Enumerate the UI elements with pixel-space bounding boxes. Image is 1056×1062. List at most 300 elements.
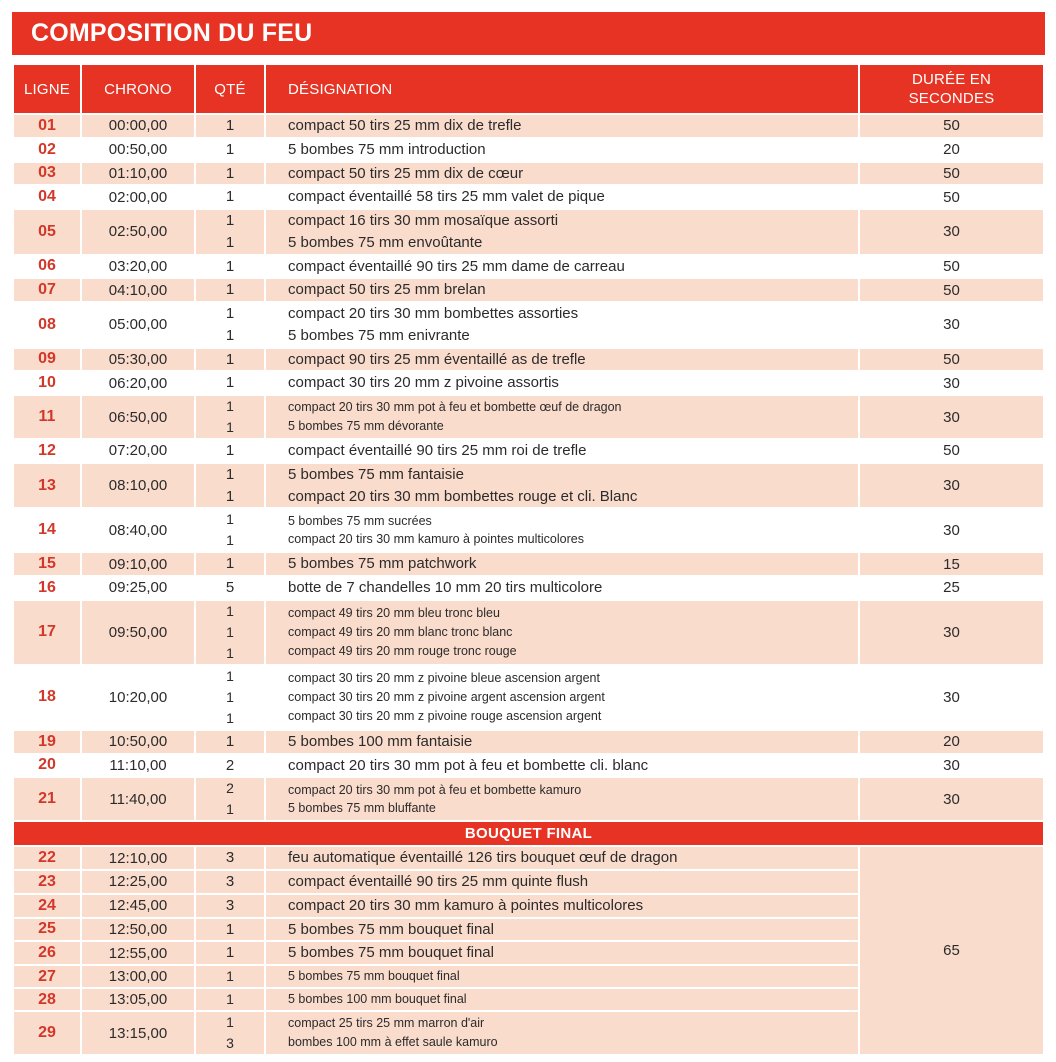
cell-qte — [196, 755, 264, 777]
cell-chrono: 09:50,00 — [82, 601, 194, 664]
qte — [196, 464, 264, 508]
cell-chrono: 12:55,00 — [82, 942, 194, 964]
cell-designation — [266, 440, 858, 462]
cell-duree: 50 — [860, 349, 1043, 371]
cell-ligne: 24 — [14, 895, 80, 917]
qte-line: 3 — [225, 896, 235, 914]
qte — [196, 895, 264, 917]
table-row[interactable] — [14, 755, 1043, 777]
table-row[interactable] — [14, 115, 1043, 137]
table-row[interactable] — [14, 464, 1043, 508]
qte — [196, 279, 264, 301]
column-header-chrono: CHRONO — [82, 65, 194, 113]
designation-line: compact 50 tirs 25 mm dix de trefle — [288, 117, 522, 134]
designation-line: compact 20 tirs 30 mm bombettes rouge et cli. Blanc — [288, 487, 638, 505]
cell-ligne: 06 — [14, 256, 80, 278]
cell-duree: 50 — [860, 440, 1043, 462]
cell-qte — [196, 871, 264, 893]
cell-chrono: 04:10,00 — [82, 279, 194, 301]
cell-designation — [266, 919, 858, 941]
cell-chrono: 12:10,00 — [82, 847, 194, 869]
cell-qte — [196, 139, 264, 161]
qte-line: 1 — [225, 555, 235, 573]
cell-ligne: 04 — [14, 186, 80, 208]
qte-line: 1 — [225, 465, 235, 483]
cell-designation — [266, 303, 858, 347]
qte-line: 2 — [226, 780, 234, 797]
cell-ligne: 17 — [14, 601, 80, 664]
designation — [288, 577, 858, 599]
qte — [196, 139, 264, 161]
qte — [196, 440, 264, 462]
cell-qte — [196, 440, 264, 462]
cell-chrono: 05:30,00 — [82, 349, 194, 371]
qte-line: 1 — [226, 801, 234, 818]
cell-duree: 50 — [860, 186, 1043, 208]
cell-qte — [196, 919, 264, 941]
cell-chrono: 08:40,00 — [82, 509, 194, 551]
cell-ligne: 29 — [14, 1012, 80, 1054]
cell-chrono: 09:10,00 — [82, 553, 194, 575]
qte-line: 1 — [225, 944, 235, 962]
qte — [196, 871, 264, 893]
cell-duree: 15 — [860, 553, 1043, 575]
qte — [196, 509, 264, 551]
cell-duree: 50 — [860, 115, 1043, 137]
cell-duree: 30 — [860, 303, 1043, 347]
qte-line: 1 — [225, 326, 235, 344]
designation — [288, 210, 858, 254]
designation — [288, 512, 858, 550]
designation-line: 5 bombes 75 mm fantaisie — [288, 465, 464, 483]
designation-line: compact éventaillé 90 tirs 25 mm dame de carreau — [288, 257, 625, 275]
qte-line: 1 — [225, 188, 235, 206]
designation — [288, 440, 858, 462]
designation-line: compact 20 tirs 30 mm kamuro à pointes multicolores — [288, 896, 644, 914]
cell-chrono: 02:00,00 — [82, 186, 194, 208]
cell-duree: 30 — [860, 666, 1043, 729]
table-row[interactable] — [14, 553, 1043, 575]
qte-line: 1 — [225, 117, 235, 134]
cell-ligne: 14 — [14, 509, 80, 551]
designation — [288, 967, 858, 986]
cell-ligne: 08 — [14, 303, 80, 347]
cell-chrono: 02:50,00 — [82, 210, 194, 254]
designation-line: 5 bombes 100 mm fantaisie — [288, 732, 473, 750]
cell-duree: 50 — [860, 279, 1043, 301]
qte — [196, 666, 264, 729]
qte-line: 1 — [225, 305, 235, 322]
table-row[interactable] — [14, 847, 1043, 869]
cell-designation — [266, 349, 858, 371]
table-row[interactable] — [14, 256, 1043, 278]
cell-ligne: 21 — [14, 778, 80, 820]
designation-line: botte de 7 chandelles 10 mm 20 tirs multicolore — [288, 579, 603, 596]
designation-line: compact 20 tirs 30 mm pot à feu et bombette kamuro — [288, 782, 582, 797]
cell-qte — [196, 577, 264, 599]
table-body — [14, 115, 1043, 1054]
cell-duree: 20 — [860, 731, 1043, 753]
cell-qte — [196, 303, 264, 347]
designation — [288, 279, 858, 301]
cell-designation — [266, 509, 858, 551]
table-row[interactable] — [14, 509, 1043, 551]
cell-chrono: 06:20,00 — [82, 372, 194, 394]
cell-duree: 30 — [860, 464, 1043, 508]
designation-line: compact 50 tirs 25 mm dix de cœur — [288, 164, 524, 182]
designation-line: 5 bombes 75 mm bouquet final — [288, 920, 494, 938]
qte-line: 1 — [226, 398, 234, 414]
designation-line: compact éventaillé 58 tirs 25 mm valet de pique — [288, 188, 605, 206]
table-header — [14, 65, 1043, 113]
cell-chrono: 08:10,00 — [82, 464, 194, 508]
designation — [288, 604, 858, 660]
qte — [196, 256, 264, 278]
designation-line: compact éventaillé 90 tirs 25 mm quinte flush — [288, 873, 589, 890]
cell-duree: 30 — [860, 396, 1043, 438]
duree-label-line1: DURÉE EN — [911, 70, 992, 88]
cell-designation — [266, 372, 858, 394]
designation-line: compact 30 tirs 20 mm z pivoine assortis — [288, 374, 559, 392]
designation-line: 5 bombes 75 mm patchwork — [288, 555, 477, 573]
cell-chrono: 13:05,00 — [82, 989, 194, 1010]
cell-duree: 25 — [860, 577, 1043, 599]
qte — [196, 396, 264, 438]
cell-qte — [196, 942, 264, 964]
cell-ligne: 12 — [14, 440, 80, 462]
cell-chrono: 10:50,00 — [82, 731, 194, 753]
composition-table — [12, 63, 1045, 1056]
qte-line: 1 — [226, 667, 234, 684]
designation-line: 5 bombes 75 mm sucrées — [288, 513, 432, 528]
designation — [288, 669, 858, 725]
table-header-row — [14, 65, 1043, 113]
cell-duree: 50 — [860, 163, 1043, 185]
qte — [196, 731, 264, 753]
cell-designation — [266, 755, 858, 777]
qte-line: 3 — [225, 873, 235, 890]
cell-qte — [196, 731, 264, 753]
designation-line: 5 bombes 75 mm enivrante — [288, 326, 470, 344]
designation-line: compact 49 tirs 20 mm blanc tronc blanc — [288, 624, 513, 639]
cell-qte — [196, 989, 264, 1010]
designation-line: 5 bombes 75 mm envoûtante — [288, 233, 483, 251]
designation — [288, 464, 858, 508]
cell-chrono: 11:10,00 — [82, 755, 194, 777]
cell-qte — [196, 256, 264, 278]
qte-line: 1 — [225, 140, 235, 158]
designation — [288, 731, 858, 753]
table-row[interactable] — [14, 186, 1043, 208]
table-row[interactable] — [14, 279, 1043, 301]
cell-duree: 30 — [860, 778, 1043, 820]
qte-line: 1 — [226, 709, 234, 726]
cell-qte — [196, 1012, 264, 1054]
cell-qte — [196, 186, 264, 208]
qte — [196, 577, 264, 599]
page-title-banner — [12, 12, 1045, 55]
designation-line: compact 49 tirs 20 mm rouge tronc rouge — [288, 643, 517, 658]
qte — [196, 847, 264, 869]
cell-qte — [196, 553, 264, 575]
qte — [196, 115, 264, 137]
cell-designation — [266, 464, 858, 508]
table-row[interactable] — [14, 577, 1043, 599]
cell-designation — [266, 1012, 858, 1054]
qte — [196, 919, 264, 941]
cell-qte — [196, 601, 264, 664]
table-row[interactable] — [14, 349, 1043, 371]
qte-line: 1 — [226, 991, 234, 1007]
designation — [288, 303, 858, 347]
cell-chrono: 13:00,00 — [82, 966, 194, 987]
cell-duree: 30 — [860, 372, 1043, 394]
cell-designation — [266, 256, 858, 278]
cell-chrono: 09:25,00 — [82, 577, 194, 599]
cell-chrono: 11:40,00 — [82, 778, 194, 820]
table-row[interactable] — [14, 163, 1043, 185]
qte-line: 1 — [225, 164, 235, 182]
cell-ligne: 18 — [14, 666, 80, 729]
table-row[interactable] — [14, 778, 1043, 820]
cell-designation — [266, 163, 858, 185]
page-title: COMPOSITION DU FEU — [31, 19, 313, 47]
cell-chrono: 00:50,00 — [82, 139, 194, 161]
cell-ligne: 11 — [14, 396, 80, 438]
designation — [288, 398, 858, 436]
cell-chrono: 03:20,00 — [82, 256, 194, 278]
designation — [288, 1014, 858, 1052]
cell-chrono: 10:20,00 — [82, 666, 194, 729]
cell-chrono: 05:00,00 — [82, 303, 194, 347]
qte — [196, 1012, 264, 1054]
qte-line: 5 — [225, 579, 235, 596]
qte-line: 1 — [225, 257, 235, 275]
cell-qte — [196, 895, 264, 917]
cell-designation — [266, 396, 858, 438]
cell-qte — [196, 509, 264, 551]
cell-ligne: 25 — [14, 919, 80, 941]
cell-ligne: 27 — [14, 966, 80, 987]
cell-duree: 30 — [860, 509, 1043, 551]
designation-line: 5 bombes 75 mm bouquet final — [288, 944, 494, 962]
section-banner-bouquet-final: BOUQUET FINAL — [14, 822, 1043, 845]
designation — [288, 139, 858, 161]
cell-chrono: 00:00,00 — [82, 115, 194, 137]
cell-ligne: 10 — [14, 372, 80, 394]
qte-line: 1 — [226, 532, 234, 549]
designation — [288, 553, 858, 575]
qte — [196, 755, 264, 777]
qte-line: 1 — [225, 281, 235, 299]
cell-chrono: 13:15,00 — [82, 1012, 194, 1054]
designation — [288, 990, 858, 1009]
qte — [196, 349, 264, 371]
cell-qte — [196, 966, 264, 987]
cell-chrono: 06:50,00 — [82, 396, 194, 438]
table-row[interactable] — [14, 210, 1043, 254]
designation-line: 5 bombes 75 mm bouquet final — [288, 969, 460, 984]
cell-designation — [266, 731, 858, 753]
column-header-designation: DÉSIGNATION — [266, 65, 858, 113]
qte — [196, 163, 264, 185]
cell-duree: 20 — [860, 139, 1043, 161]
cell-designation — [266, 966, 858, 987]
column-header-qte: QTÉ — [196, 65, 264, 113]
qte — [196, 989, 264, 1010]
section-banner-row — [14, 822, 1043, 845]
qte — [196, 553, 264, 575]
designation-line: 5 bombes 100 mm bouquet final — [288, 992, 467, 1007]
qte-line: 1 — [225, 732, 235, 750]
qte-line: 1 — [225, 212, 235, 229]
table-row[interactable] — [14, 601, 1043, 664]
table-row[interactable] — [14, 666, 1043, 729]
designation — [288, 349, 858, 371]
cell-designation — [266, 895, 858, 917]
designation-line: bombes 100 mm à effet saule kamuro — [288, 1035, 498, 1049]
table-row[interactable] — [14, 372, 1043, 394]
cell-chrono: 01:10,00 — [82, 163, 194, 185]
cell-ligne: 20 — [14, 755, 80, 777]
qte-line: 3 — [226, 1035, 234, 1051]
cell-ligne: 09 — [14, 349, 80, 371]
cell-designation — [266, 115, 858, 137]
cell-designation — [266, 577, 858, 599]
qte — [196, 966, 264, 987]
cell-ligne: 05 — [14, 210, 80, 254]
designation-line: compact 49 tirs 20 mm bleu tronc bleu — [288, 606, 500, 621]
designation — [288, 871, 858, 893]
cell-qte — [196, 666, 264, 729]
designation-line: 5 bombes 75 mm bluffante — [288, 801, 436, 816]
qte-line: 3 — [225, 849, 235, 867]
cell-qte — [196, 210, 264, 254]
cell-duree: 50 — [860, 256, 1043, 278]
table-row[interactable] — [14, 731, 1043, 753]
column-header-duree — [860, 65, 1043, 113]
cell-qte — [196, 163, 264, 185]
cell-designation — [266, 186, 858, 208]
qte-line: 1 — [225, 350, 235, 368]
cell-qte — [196, 778, 264, 820]
cell-ligne: 19 — [14, 731, 80, 753]
designation-line: compact 20 tirs 30 mm bombettes assorties — [288, 305, 579, 322]
cell-qte — [196, 464, 264, 508]
cell-designation — [266, 942, 858, 964]
cell-duree: 30 — [860, 601, 1043, 664]
column-header-ligne: LIGNE — [14, 65, 80, 113]
designation-line: compact 30 tirs 20 mm z pivoine argent ascension argent — [288, 689, 605, 704]
cell-ligne: 16 — [14, 577, 80, 599]
qte-line: 1 — [226, 968, 234, 984]
cell-ligne: 23 — [14, 871, 80, 893]
cell-chrono: 07:20,00 — [82, 440, 194, 462]
cell-duree-bouquet-total: 65 — [860, 847, 1043, 1054]
table-row[interactable] — [14, 440, 1043, 462]
designation-line: compact 20 tirs 30 mm kamuro à pointes multicolores — [288, 532, 584, 547]
cell-qte — [196, 372, 264, 394]
cell-ligne: 22 — [14, 847, 80, 869]
cell-ligne: 07 — [14, 279, 80, 301]
cell-ligne: 02 — [14, 139, 80, 161]
cell-ligne: 15 — [14, 553, 80, 575]
cell-designation — [266, 279, 858, 301]
cell-designation — [266, 847, 858, 869]
designation-line: compact 30 tirs 20 mm z pivoine bleue ascension argent — [288, 671, 600, 686]
designation-line: feu automatique éventaillé 126 tirs bouquet œuf de dragon — [288, 849, 678, 867]
designation — [288, 186, 858, 208]
qte — [196, 942, 264, 964]
designation-line: compact 16 tirs 30 mm mosaïque assorti — [288, 212, 559, 229]
table-row[interactable] — [14, 139, 1043, 161]
qte-line: 1 — [225, 920, 235, 938]
cell-designation — [266, 601, 858, 664]
qte-line: 1 — [226, 623, 234, 640]
qte — [196, 778, 264, 820]
qte-line: 1 — [226, 511, 234, 528]
qte-line: 1 — [226, 688, 234, 705]
designation-line: compact 90 tirs 25 mm éventaillé as de trefle — [288, 350, 586, 368]
table-row[interactable] — [14, 396, 1043, 438]
designation-line: compact 30 tirs 20 mm z pivoine rouge ascension argent — [288, 708, 602, 723]
cell-chrono: 12:25,00 — [82, 871, 194, 893]
designation — [288, 755, 858, 777]
qte-line: 1 — [226, 1014, 234, 1030]
cell-chrono: 12:50,00 — [82, 919, 194, 941]
designation — [288, 781, 858, 819]
cell-ligne: 13 — [14, 464, 80, 508]
table-row[interactable] — [14, 303, 1043, 347]
cell-ligne: 28 — [14, 989, 80, 1010]
designation — [288, 256, 858, 278]
designation-line: compact éventaillé 90 tirs 25 mm roi de trefle — [288, 442, 587, 459]
designation — [288, 163, 858, 185]
cell-ligne: 26 — [14, 942, 80, 964]
cell-duree: 30 — [860, 755, 1043, 777]
cell-qte — [196, 847, 264, 869]
cell-chrono: 12:45,00 — [82, 895, 194, 917]
designation — [288, 115, 858, 137]
designation — [288, 895, 858, 917]
qte-line: 1 — [225, 442, 235, 459]
designation — [288, 372, 858, 394]
qte-line: 1 — [225, 374, 235, 392]
designation-line: 5 bombes 75 mm dévorante — [288, 419, 444, 433]
qte — [196, 210, 264, 254]
qte-line: 1 — [226, 419, 234, 435]
cell-designation — [266, 778, 858, 820]
qte-line: 1 — [226, 602, 234, 619]
cell-designation — [266, 210, 858, 254]
cell-qte — [196, 115, 264, 137]
qte-line: 2 — [225, 756, 235, 774]
cell-qte — [196, 349, 264, 371]
cell-duree: 30 — [860, 210, 1043, 254]
designation-line: 5 bombes 75 mm introduction — [288, 140, 486, 158]
cell-ligne: 01 — [14, 115, 80, 137]
cell-designation — [266, 666, 858, 729]
qte-line: 1 — [225, 233, 235, 251]
qte-line: 1 — [225, 487, 235, 505]
qte — [196, 186, 264, 208]
designation-line: compact 25 tirs 25 mm marron d'air — [288, 1016, 485, 1031]
cell-designation — [266, 553, 858, 575]
designation — [288, 919, 858, 941]
qte — [196, 303, 264, 347]
cell-qte — [196, 279, 264, 301]
designation-line: compact 20 tirs 30 mm pot à feu et bombette cli. blanc — [288, 756, 649, 774]
